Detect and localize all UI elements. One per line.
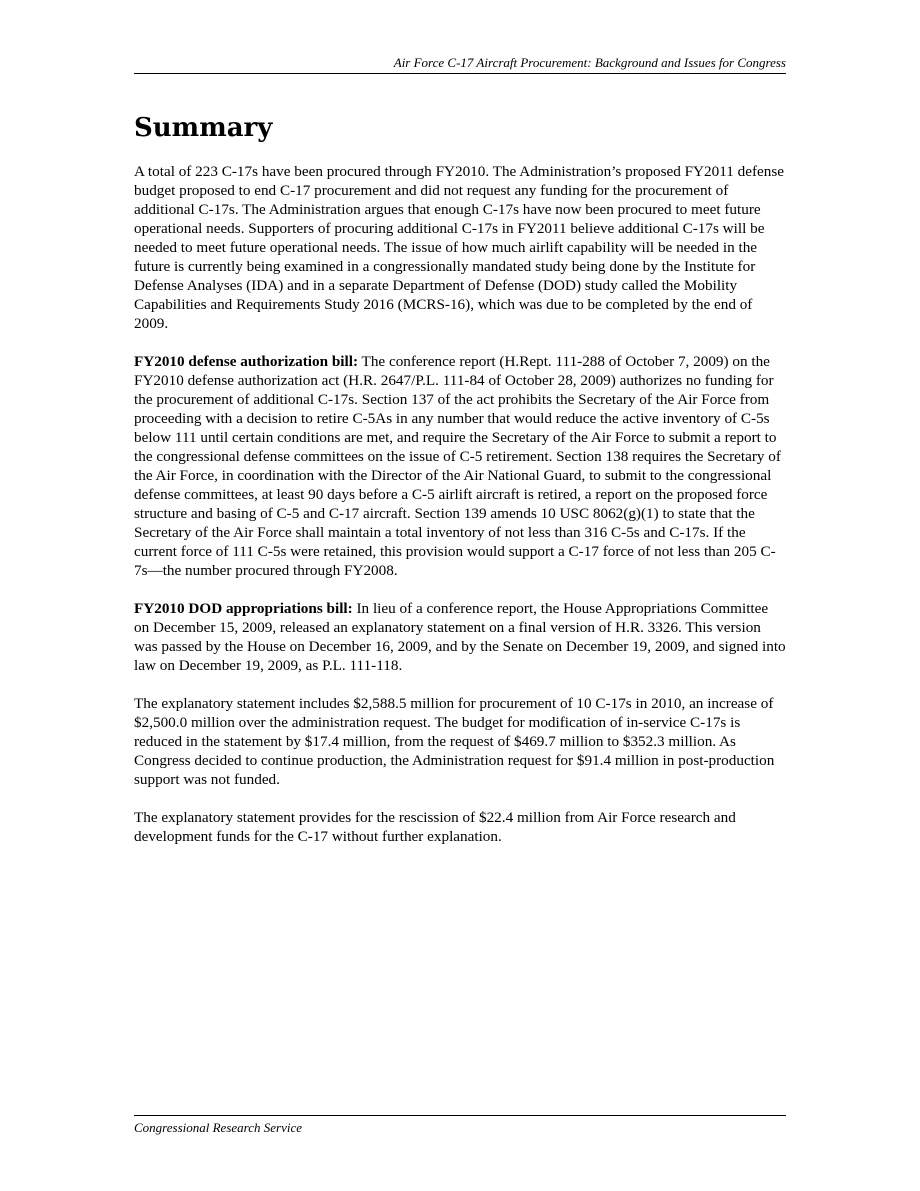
- running-header: Air Force C-17 Aircraft Procurement: Background and Issues for Congress: [393, 55, 786, 70]
- paragraph-text: A total of 223 C-17s have been procured through FY2010. The Administration’s proposed FY2011 defense budget proposed to end C-17 procurement and did not request any funding for the procurement of additional C-17s. The Administration argues that enough C-17s have now been procured to meet future operational needs. Supporters of procuring additional C-17s in FY2011 believe additional C-17s will be needed to meet future operational needs. The issue of how much airlift capability will be needed in the future is currently being examined in a congressionally mandated study being done by the Institute for Defense Analyses (IDA) and in a separate Department of Defense (DOD) study called the Mobility Capabilities and Requirements Study 2016 (MCRS-16), which was due to be completed by the end of 2009.: [134, 163, 785, 332]
- header-rule: [134, 73, 786, 74]
- paragraph-explanatory-statement: [134, 694, 786, 789]
- paragraph-authorization-bill: [134, 352, 786, 580]
- footer-rule: [134, 1115, 786, 1116]
- body-text: [134, 162, 786, 865]
- paragraph-text: In lieu of a conference report, the House Appropriations Committee on December 15, 2009, released an explanatory statement on a final version of H.R. 3326. This version was passed by the House on December 16, 2009, and by the Senate on December 19, 2009, and signed into law on December 19, 2009, as P.L. 111-118.: [134, 600, 786, 674]
- paragraph-lead: FY2010 defense authorization bill:: [134, 353, 359, 370]
- running-footer: Congressional Research Service: [134, 1120, 302, 1135]
- paragraph-appropriations-bill: [134, 599, 786, 675]
- section-title: Summary: [134, 113, 273, 143]
- paragraph-text: The explanatory statement includes $2,588.5 million for procurement of 10 C-17s in 2010, an increase of $2,500.0 million over the administration request. The budget for modification of in-service C-17s is reduced in the statement by $17.4 million, from the request of $469.7 million to $352.3 million. As Congress decided to continue production, the Administration request for $91.4 million in post-production support was not funded.: [134, 695, 775, 788]
- paragraph-intro: [134, 162, 786, 333]
- paragraph-lead: FY2010 DOD appropriations bill:: [134, 600, 353, 617]
- paragraph-text: The conference report (H.Rept. 111-288 of October 7, 2009) on the FY2010 defense authorization act (H.R. 2647/P.L. 111-84 of October 28, 2009) authorizes no funding for the procurement of additional C-17s. Section 137 of the act prohibits the Secretary of the Air Force from proceeding with a decision to retire C-5As in any number that would reduce the active inventory of C-5s below 111 until certain conditions are met, and require the Secretary of the Air Force to submit a report to the congressional defense committees on the issue of C-5 retirement. Section 138 requires the Secretary of the Air Force, in coordination with the Director of the Air National Guard, to submit to the congressional defense committees, at least 90 days before a C-5 airlift aircraft is retired, a report on the proposed force structure and basing of C-5 and C-17 aircraft. Section 139 amends 10 USC 8062(g)(1) to state that the Secretary of the Air Force shall maintain a total inventory of not less than 316 C-5s and C-17s. If the current force of 111 C-5s were retained, this provision would support a C-17 force of not less than 205 C-7s—the number procured through FY2008.: [134, 353, 781, 579]
- paragraph-text: The explanatory statement provides for the rescission of $22.4 million from Air Force research and development funds for the C-17 without further explanation.: [134, 809, 736, 845]
- paragraph-rescission: [134, 808, 786, 846]
